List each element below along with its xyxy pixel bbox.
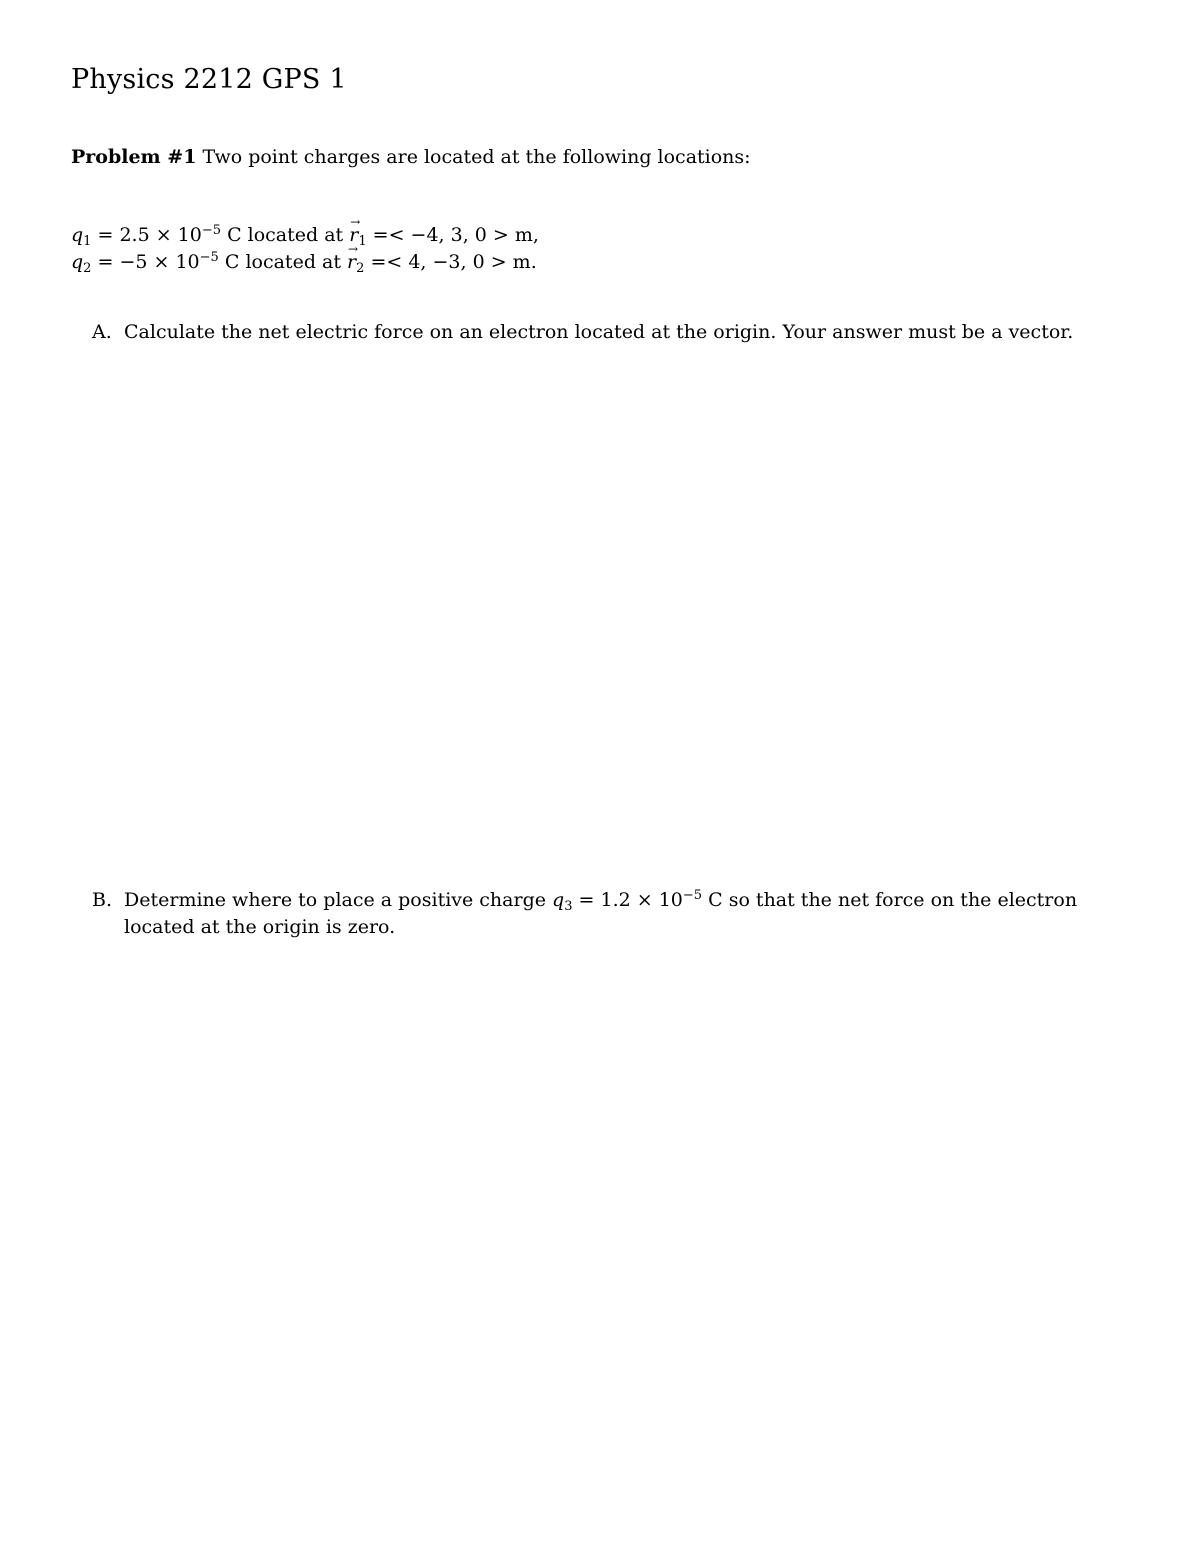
problem-label: Problem #1: [71, 146, 197, 168]
charge-exponent: −5: [682, 888, 703, 903]
position-vector-value: =< 4, −3, 0 > m.: [370, 251, 537, 273]
charge-index: 2: [83, 261, 92, 276]
charge-value: = 1.2 × 10: [578, 889, 683, 911]
problem-statement: [71, 146, 751, 168]
page-title: Physics 2212 GPS 1: [71, 64, 347, 95]
position-vector-index: 2: [356, 261, 365, 276]
charge-symbol: q: [552, 889, 565, 911]
position-vector-value: =< −4, 3, 0 > m,: [372, 224, 539, 246]
question-text-after: C so that the net force on the electron located at the origin is zero.: [124, 889, 1078, 938]
question-text: Calculate the net electric force on an electron located at the origin. Your answer must be a vector.: [124, 321, 1074, 343]
charge-location-text: C located at: [227, 224, 344, 246]
position-vector-symbol: → r: [349, 222, 358, 249]
charge-value: = −5 × 10: [97, 251, 200, 273]
question-letter: A.: [92, 321, 112, 343]
charge-symbol: q: [71, 224, 84, 246]
charge-index: 3: [564, 899, 573, 914]
charge-symbol: q: [71, 251, 84, 273]
charge-exponent: −5: [201, 223, 222, 238]
question-letter: B.: [92, 889, 113, 911]
charge-value: = 2.5 × 10: [97, 224, 202, 246]
charge-q1-line: [71, 222, 539, 249]
problem-intro: Two point charges are located at the following locations:: [202, 146, 751, 168]
question-text-before: Determine where to place a positive charge: [124, 889, 546, 911]
question-a: [92, 319, 1134, 346]
charge-exponent: −5: [199, 250, 219, 265]
position-vector-index: 1: [358, 234, 367, 249]
charge-location-text: C located at: [224, 251, 341, 273]
charge-list: [71, 222, 539, 276]
charge-q2-line: [71, 249, 539, 276]
charge-index: 1: [83, 234, 92, 249]
question-text: [124, 887, 1134, 941]
question-b: [92, 887, 1134, 941]
position-vector-symbol: → r: [347, 249, 356, 276]
